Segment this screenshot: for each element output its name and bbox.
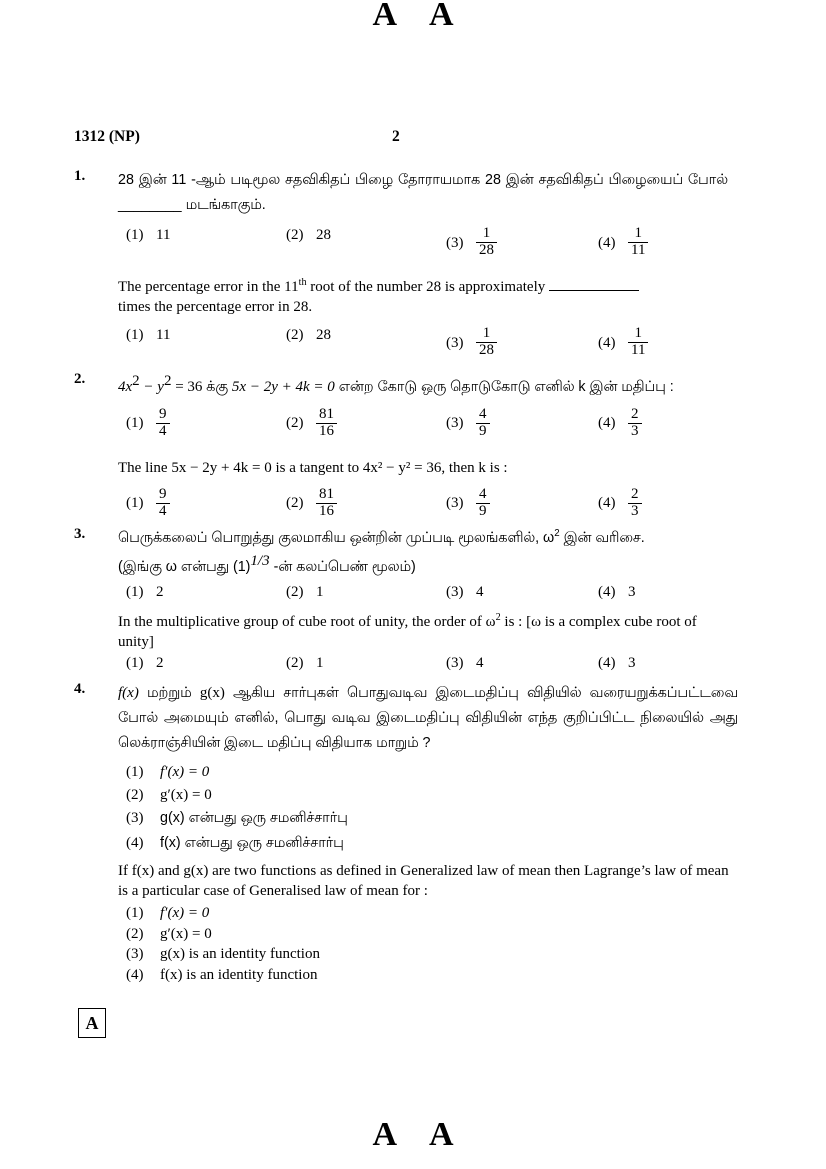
- tamil-connector: க்கு: [206, 378, 232, 395]
- option-value: 4: [476, 654, 484, 671]
- fraction-numerator: 9: [159, 485, 167, 502]
- option-label: (3): [446, 495, 464, 512]
- page-header: [74, 128, 714, 146]
- option-label: (1): [126, 327, 144, 343]
- option-label: (2): [126, 786, 144, 803]
- option-value: g(x) என்பது ஒரு சமனிச்சார்பு: [160, 810, 348, 826]
- option-label: (1): [126, 654, 144, 671]
- option-english-2[interactable]: [286, 327, 331, 344]
- option-value: f(x) என்பது ஒரு சமனிச்சார்பு: [160, 835, 344, 851]
- option-tamil-3[interactable]: [446, 405, 490, 441]
- fraction-numerator: 1: [482, 325, 491, 341]
- option-value: 11: [156, 227, 171, 243]
- fraction-denominator: 11: [628, 242, 648, 259]
- option-value: 28: [316, 227, 331, 243]
- option-label: (4): [598, 495, 616, 512]
- option-label: (1): [126, 583, 144, 600]
- option-tamil-1[interactable]: [126, 584, 164, 601]
- function-f: f(x): [118, 685, 139, 701]
- option-label: (4): [126, 966, 144, 983]
- fraction-numerator: 2: [631, 485, 639, 502]
- english-text-part-c: times the percentage error in 28.: [118, 299, 313, 315]
- option-value: 28: [316, 327, 331, 343]
- question-text-english: [118, 612, 733, 652]
- option-value: f′(x) = 0: [160, 764, 210, 780]
- equation-part: − y: [139, 378, 164, 395]
- registration-marks-bottom: [0, 1116, 826, 1158]
- fraction-denominator: 16: [316, 423, 337, 440]
- option-label: (3): [126, 946, 144, 962]
- exponent: 1/3: [250, 553, 270, 569]
- option-label: (1): [126, 415, 144, 432]
- question-text-english: If f(x) and g(x) are two functions as defined in Generalized law of mean then Lagrange’s law of mean is a particular case of Generalised law of mean for :: [118, 863, 729, 899]
- option-tamil-4[interactable]: [598, 405, 642, 441]
- question-text-tamil-line1: [118, 526, 738, 551]
- fraction-denominator: 9: [476, 423, 490, 440]
- option-label: (3): [446, 415, 464, 432]
- fraction: [476, 326, 497, 359]
- option-label: (4): [126, 835, 144, 851]
- registration-marks-top: [0, 0, 826, 38]
- tamil-text: பெருக்கலைப் பொறுத்து குலமாகிய ஒன்றின் முப்படி மூலங்களில், ω: [118, 530, 555, 546]
- equation-part: 4x: [118, 378, 133, 395]
- option-label: (3): [446, 234, 464, 251]
- fraction-numerator: 81: [319, 485, 334, 502]
- fraction-numerator: 4: [479, 485, 487, 502]
- option-tamil-1[interactable]: [126, 405, 170, 441]
- fraction: [476, 487, 490, 520]
- option-tamil-3[interactable]: [118, 806, 726, 831]
- option-value: f(x) is an identity function: [160, 966, 318, 983]
- question-text-tamil: [118, 681, 738, 756]
- option-label: (2): [286, 495, 304, 512]
- option-label: (4): [598, 654, 616, 671]
- fraction-numerator: 1: [634, 325, 642, 341]
- fraction: [156, 487, 170, 520]
- fraction: [628, 487, 642, 520]
- option-value: 2: [156, 654, 164, 671]
- question-text-english: [118, 277, 730, 317]
- option-english-1[interactable]: [126, 655, 164, 672]
- option-label: (3): [126, 810, 144, 826]
- option-english-3[interactable]: [446, 327, 497, 360]
- option-value: 1: [316, 583, 324, 600]
- option-label: (2): [286, 583, 304, 600]
- question-number: 4.: [74, 681, 86, 697]
- option-label: (1): [126, 227, 144, 243]
- question-number: 1.: [74, 168, 86, 184]
- option-label: (1): [126, 764, 144, 780]
- fraction: [628, 407, 642, 440]
- option-tamil-4[interactable]: [118, 831, 726, 856]
- question-1: [74, 168, 726, 371]
- answer-blank: [549, 279, 639, 291]
- exponent: 2: [554, 528, 560, 540]
- option-english-4[interactable]: [118, 965, 726, 986]
- option-label: (2): [286, 227, 304, 243]
- option-english-2[interactable]: [286, 655, 324, 672]
- options-english: [118, 903, 726, 985]
- option-tamil-3[interactable]: [446, 227, 497, 260]
- fraction-numerator: 9: [159, 405, 167, 422]
- exponent: 2: [132, 373, 140, 389]
- fraction-denominator: 28: [476, 342, 497, 359]
- option-value: 1: [316, 654, 324, 671]
- fraction-numerator: 4: [479, 405, 487, 422]
- english-text-part-b: root of the number 28 is approximately: [306, 279, 549, 295]
- registration-mark-icon: A: [429, 0, 454, 33]
- option-value: 11: [156, 327, 171, 343]
- option-english-4[interactable]: [598, 327, 648, 360]
- option-label: (2): [126, 925, 144, 942]
- tamil-text: -ன் கலப்பெண் மூலம்): [269, 558, 416, 575]
- registration-mark-icon: A: [372, 0, 397, 33]
- fraction-numerator: 1: [482, 225, 491, 241]
- option-tamil-3[interactable]: [446, 584, 484, 601]
- fraction-numerator: 2: [631, 405, 639, 422]
- option-tamil-1[interactable]: [126, 227, 170, 244]
- option-english-3[interactable]: [446, 485, 490, 521]
- option-value: f′(x) = 0: [160, 905, 210, 921]
- equation-part: 5x − 2y + 4k = 0: [231, 378, 335, 395]
- option-english-1[interactable]: [118, 903, 726, 924]
- question-text-english: The line 5x − 2y + 4k = 0 is a tangent to 4x² − y² = 36, then k is :: [118, 459, 508, 476]
- option-label: (4): [598, 234, 616, 251]
- option-english-3[interactable]: [118, 944, 726, 965]
- option-english-1[interactable]: [126, 327, 170, 344]
- option-label: (3): [446, 654, 464, 671]
- booklet-series-marker: A: [78, 1008, 106, 1038]
- question-text-tamil: 28 இன் 11 -ஆம் படிமூல சதவிகிதப் பிழை தோராயமாக 28 இன் சதவிகிதப் பிழையைப் போல் ________ மடங்காகும்.: [118, 172, 728, 213]
- fraction-denominator: 16: [316, 503, 337, 520]
- fraction: [476, 226, 497, 259]
- function-g: g(x): [199, 685, 225, 701]
- exam-code: 1312 (NP): [74, 128, 140, 145]
- english-text-part-a: In the multiplicative group of cube root of unity, the order of ω: [118, 613, 496, 630]
- option-tamil-1[interactable]: [118, 761, 726, 784]
- options-tamil: [118, 584, 726, 610]
- ordinal-superscript: th: [298, 277, 307, 288]
- tamil-connector: என்ற கோடு ஒரு தொடுகோடு எனில் k இன் மதிப்பு :: [334, 378, 674, 395]
- fraction: [316, 487, 337, 520]
- question-text-tamil: [118, 371, 738, 400]
- option-label: (2): [286, 415, 304, 432]
- options-tamil: [118, 227, 726, 271]
- tamil-text: இன் வரிசை.: [559, 530, 645, 546]
- fraction-numerator: 1: [634, 225, 642, 241]
- exponent: 2: [495, 611, 501, 623]
- option-label: (2): [286, 654, 304, 671]
- english-text-part-b: is : [ω is a complex cube root of unity]: [118, 613, 697, 650]
- registration-mark-icon: A: [372, 1116, 397, 1153]
- fraction: [156, 407, 170, 440]
- option-label: (4): [598, 415, 616, 432]
- option-tamil-2[interactable]: [286, 405, 337, 441]
- fraction-denominator: 28: [476, 242, 497, 259]
- option-value: 3: [628, 583, 636, 600]
- tamil-text: மற்றும்: [138, 685, 200, 701]
- option-english-1[interactable]: [126, 485, 170, 521]
- question-3: [74, 526, 726, 681]
- options-tamil: [118, 761, 726, 856]
- option-english-2[interactable]: [286, 485, 337, 521]
- option-value: g(x) is an identity function: [160, 946, 320, 962]
- option-label: (1): [126, 495, 144, 512]
- option-tamil-4[interactable]: [598, 584, 636, 601]
- fraction: [316, 407, 337, 440]
- question-number: 3.: [74, 526, 86, 542]
- option-tamil-2[interactable]: [118, 784, 726, 807]
- fraction-denominator: 3: [628, 503, 642, 520]
- fraction-numerator: 81: [319, 405, 334, 422]
- options-tamil: [118, 405, 726, 452]
- english-text-part-a: The percentage error in the 11: [118, 279, 299, 295]
- option-label: (2): [286, 327, 304, 343]
- fraction-denominator: 4: [156, 423, 170, 440]
- question-4: [74, 681, 738, 985]
- option-tamil-2[interactable]: [286, 584, 324, 601]
- question-number: 2.: [74, 371, 86, 387]
- fraction-denominator: 9: [476, 503, 490, 520]
- option-english-4[interactable]: [598, 485, 642, 521]
- option-value: g′(x) = 0: [160, 925, 212, 942]
- option-label: (4): [598, 583, 616, 600]
- fraction-denominator: 4: [156, 503, 170, 520]
- fraction: [628, 326, 648, 359]
- options-english: [118, 655, 726, 681]
- equation-part: = 36: [171, 378, 207, 395]
- registration-mark-icon: A: [429, 1116, 454, 1153]
- option-value: 3: [628, 654, 636, 671]
- option-english-2[interactable]: [118, 924, 726, 945]
- option-label: (1): [126, 905, 144, 921]
- question-2: [74, 371, 726, 532]
- options-english: [118, 327, 726, 371]
- fraction: [476, 407, 490, 440]
- option-tamil-4[interactable]: [598, 227, 648, 260]
- fraction: [628, 226, 648, 259]
- tamil-text: ஆகிய சார்புகள் பொதுவடிவ இடைமதிப்பு விதியில் வரையறுக்கப்பட்டவை போல் அமையும் எனில், பொது வடிவ இடைமதிப்பு விதியின் எந்த குறிப்பிட்ட நிலையில் அது லெக்ராஞ்சியின் இடை மதிப்பு விதியாக மாறும் ?: [118, 685, 738, 751]
- page-number: 2: [392, 128, 400, 145]
- fraction-denominator: 3: [628, 423, 642, 440]
- option-english-4[interactable]: [598, 655, 636, 672]
- option-label: (3): [446, 334, 464, 351]
- option-value: 4: [476, 583, 484, 600]
- option-label: (4): [598, 334, 616, 351]
- question-text-tamil-line2: [118, 551, 726, 580]
- option-label: (3): [446, 583, 464, 600]
- option-tamil-2[interactable]: [286, 227, 331, 244]
- exponent: 2: [163, 373, 172, 389]
- tamil-text: (இங்கு ω என்பது (1): [118, 558, 251, 575]
- fraction-denominator: 11: [628, 342, 648, 359]
- option-english-3[interactable]: [446, 655, 484, 672]
- option-value: 2: [156, 583, 164, 600]
- option-value: g′(x) = 0: [160, 786, 212, 803]
